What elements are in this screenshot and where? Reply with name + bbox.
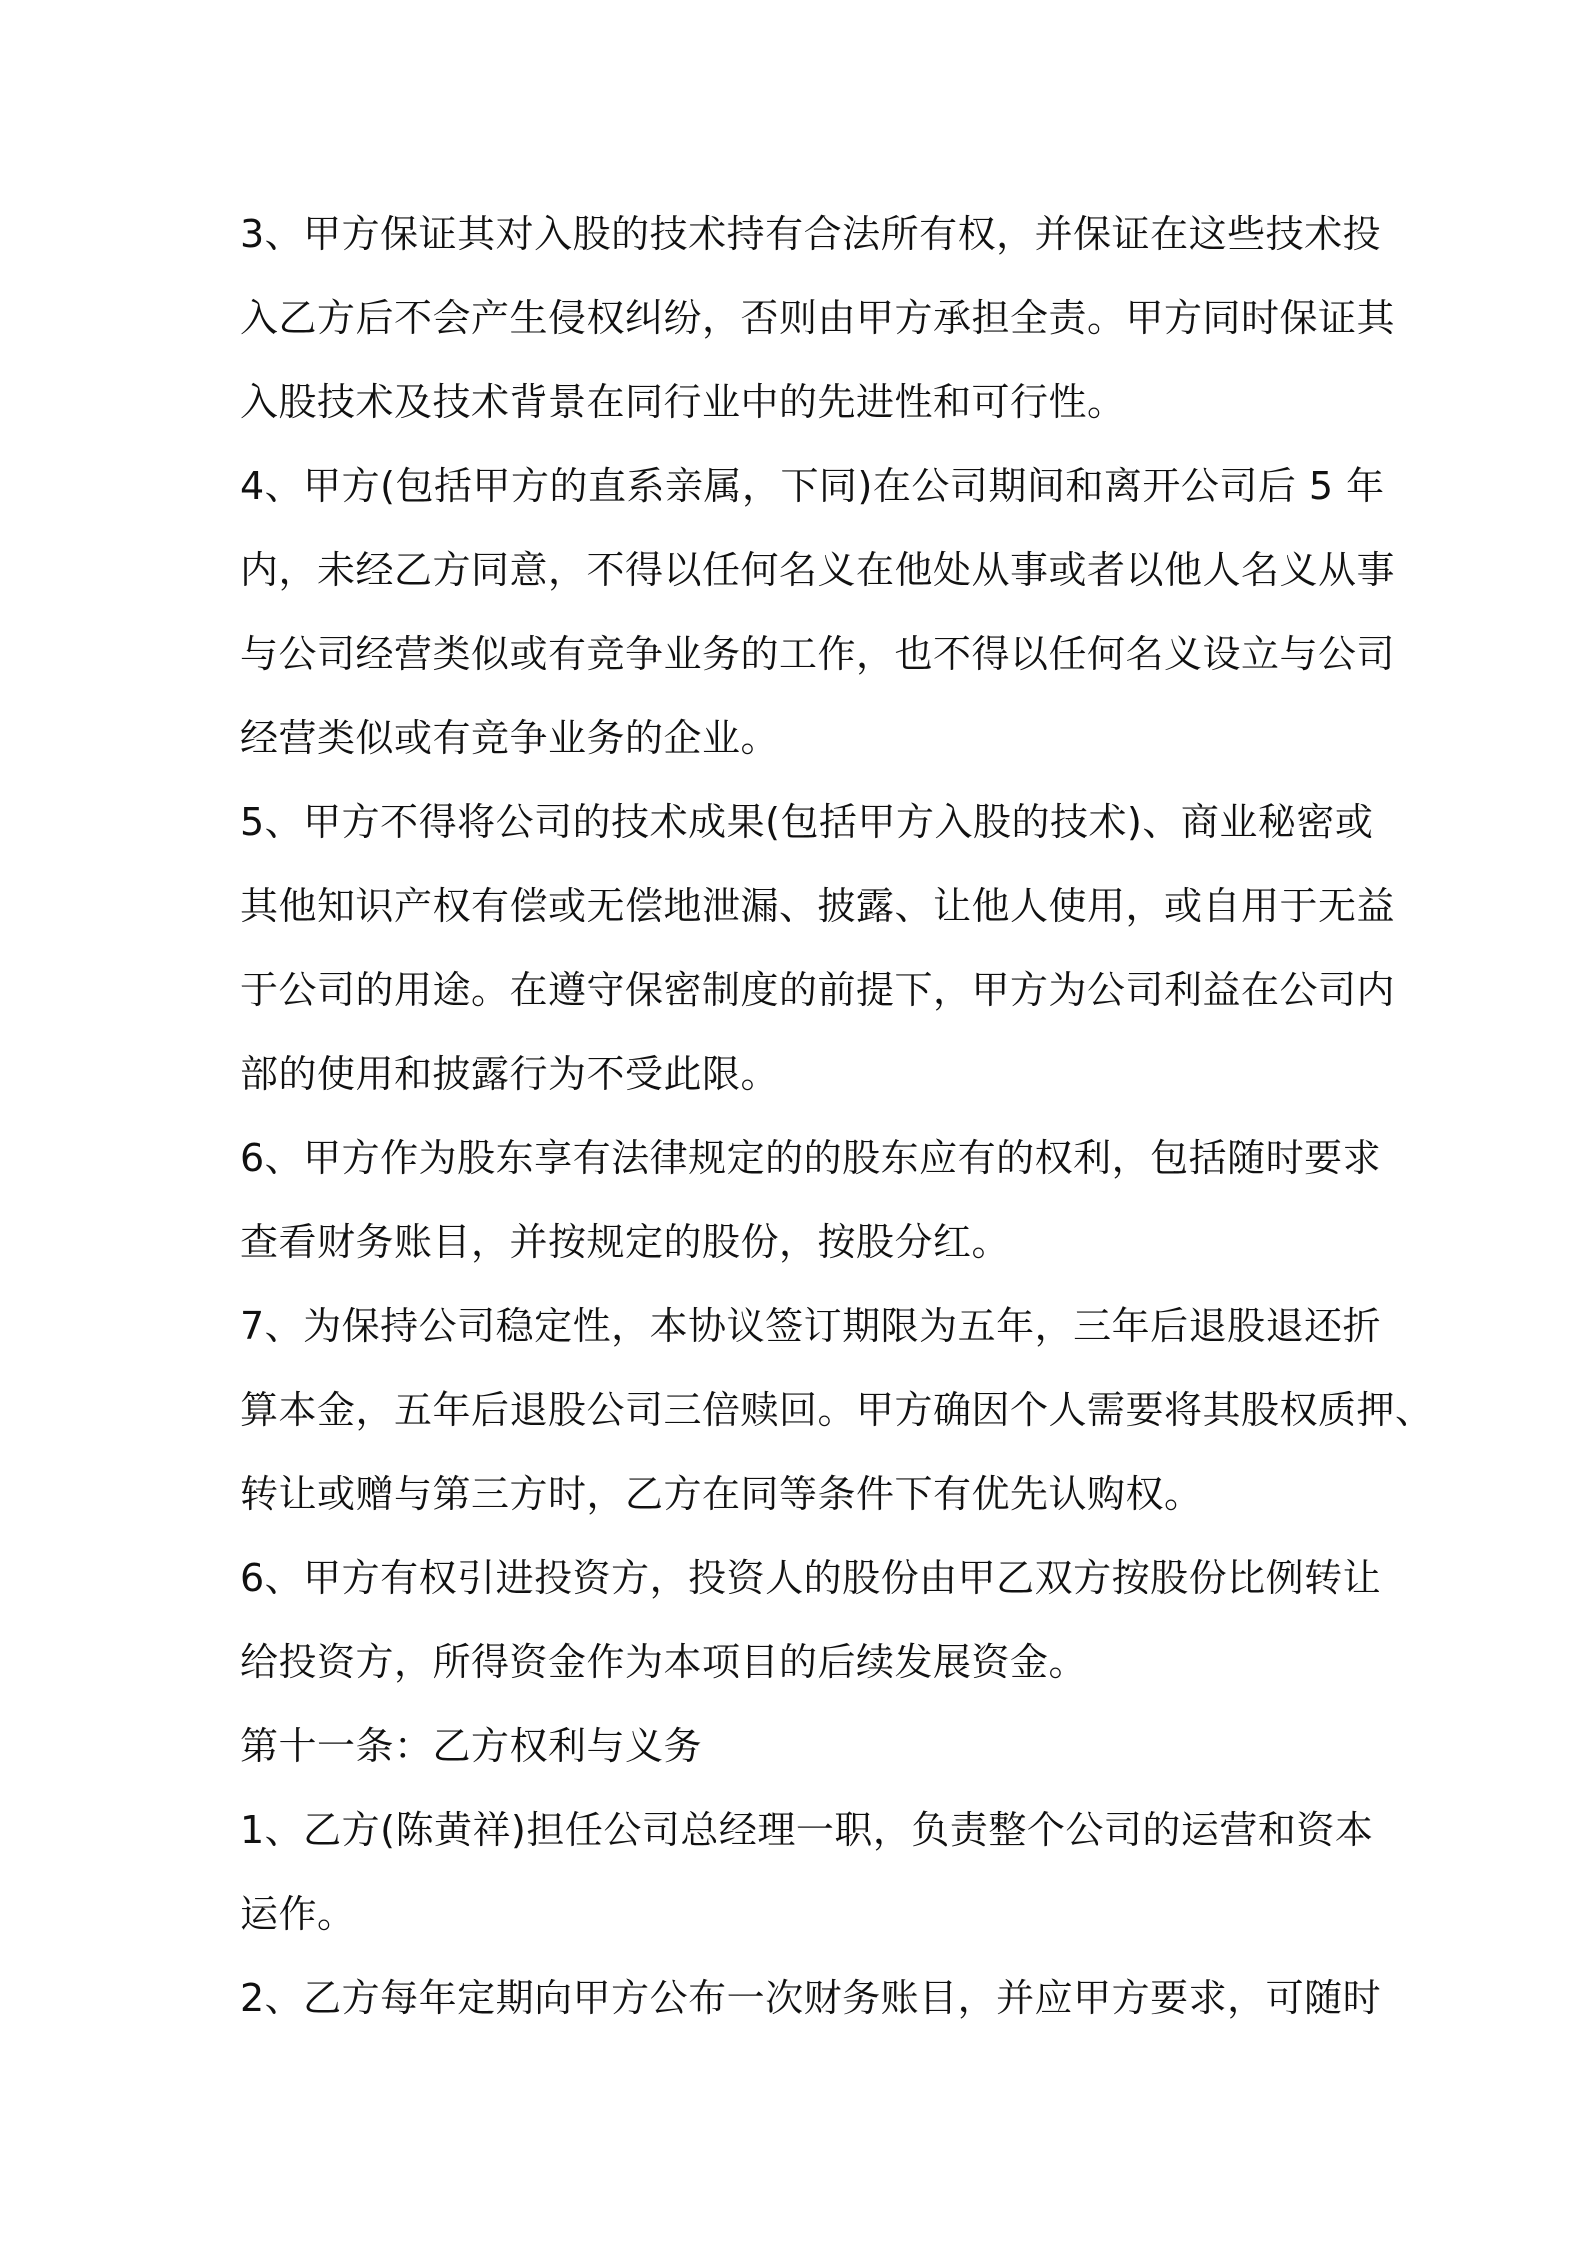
text-line: 经营类似或有竞争业务的企业。: [240, 716, 780, 760]
text-line: 7、为保持公司稳定性，本协议签订期限为五年，三年后退股退还折: [240, 1304, 1382, 1348]
text-line: 运作。: [240, 1892, 356, 1936]
text-line: 转让或赠与第三方时，乙方在同等条件下有优先认购权。: [240, 1472, 1203, 1516]
text-line: 于公司的用途。在遵守保密制度的前提下，甲方为公司利益在公司内: [240, 968, 1396, 1012]
text-line: 入乙方后不会产生侵权纠纷，否则由甲方承担全责。甲方同时保证其: [240, 296, 1396, 340]
text-line: 入股技术及技术背景在同行业中的先进性和可行性。: [240, 380, 1126, 424]
text-line: 给投资方，所得资金作为本项目的后续发展资金。: [240, 1640, 1088, 1684]
text-line: 2、乙方每年定期向甲方公布一次财务账目，并应甲方要求，可随时: [240, 1976, 1382, 2020]
text-line: 其他知识产权有偿或无偿地泄漏、披露、让他人使用，或自用于无益: [240, 884, 1396, 928]
text-line: 4、甲方(包括甲方的直系亲属，下同)在公司期间和离开公司后 5 年: [240, 464, 1385, 508]
text-line: 6、甲方有权引进投资方，投资人的股份由甲乙双方按股份比例转让: [240, 1556, 1382, 1600]
text-line: 3、甲方保证其对入股的技术持有合法所有权，并保证在这些技术投: [240, 212, 1382, 256]
text-line: 与公司经营类似或有竞争业务的工作，也不得以任何名义设立与公司: [240, 632, 1396, 676]
text-line: 查看财务账目，并按规定的股份，按股分红。: [240, 1220, 1011, 1264]
text-line: 1、乙方(陈黄祥)担任公司总经理一职，负责整个公司的运营和资本: [240, 1808, 1374, 1852]
text-line: 5、甲方不得将公司的技术成果(包括甲方入股的技术)、商业秘密或: [240, 800, 1374, 844]
document-body: [240, 192, 1434, 2040]
section-heading: 第十一条：乙方权利与义务: [240, 1724, 703, 1768]
text-line: 内，未经乙方同意，不得以任何名义在他处从事或者以他人名义从事: [240, 548, 1396, 592]
text-line: 6、甲方作为股东享有法律规定的的股东应有的权利，包括随时要求: [240, 1136, 1382, 1180]
text-line: 部的使用和披露行为不受此限。: [240, 1052, 780, 1096]
text-line: 算本金，五年后退股公司三倍赎回。甲方确因个人需要将其股权质押、: [240, 1388, 1434, 1432]
